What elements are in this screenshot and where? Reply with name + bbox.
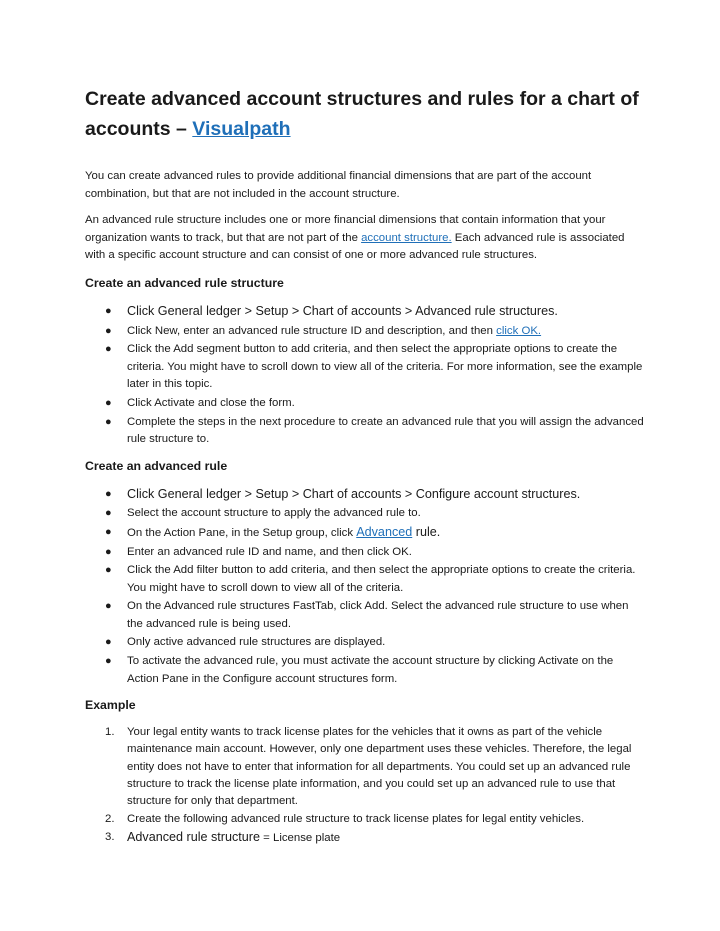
list-item: ● Select the account structure to apply the advanced rule to. (85, 505, 645, 523)
bullet-icon: ● (105, 600, 112, 613)
section-heading-advanced-rule: Create an advanced rule (85, 458, 228, 473)
list-item: ● Click the Add filter button to add criteria, and then select the appropriate options to create the criteria. You might have to scroll down to view all of the criteria. (105, 564, 636, 594)
list-number: 2. (105, 813, 115, 826)
bullet-icon: ● (105, 343, 112, 356)
bullet-icon: ● (105, 525, 112, 538)
list-number: 1. (105, 726, 115, 739)
bullet-icon: ● (105, 545, 112, 558)
advanced-rule-structure-steps (85, 303, 645, 449)
bullet-icon: ● (105, 304, 112, 317)
list-item: ● Click New, enter an advanced rule structure ID and description, and then click OK. (85, 323, 645, 341)
section-heading-advanced-rule-structure: Create an advanced rule structure (85, 275, 284, 290)
account-structure-link[interactable]: account structure. (361, 231, 452, 244)
example-steps (85, 724, 645, 847)
intro-paragraph-1: You can create advanced rules to provide additional financial dimensions that are part of the account combination, but that are not included in the account structure. (85, 170, 592, 200)
bullet-icon: ● (105, 396, 112, 409)
list-item: ● Only active advanced rule structures are displayed. (85, 634, 645, 652)
bullet-icon: ● (105, 507, 112, 520)
bullet-icon: ● (105, 636, 112, 649)
intro-paragraph-2: An advanced rule structure includes one or more financial dimensions that contain information that your organization wants to track, but that are not part of the account structure. Each advanced rule is associated with a specific account structure and can consist of one or more advanced rule structures. (85, 214, 625, 262)
list-item: 2. Create the following advanced rule structure to track license plates for legal entity vehicles. (85, 811, 645, 828)
advanced-rule-steps (85, 486, 645, 689)
click-ok-link[interactable]: click OK. (496, 324, 542, 337)
list-item: 3. Advanced rule structure = License plate (85, 829, 645, 847)
document-page (85, 84, 645, 849)
list-item: ● On the Advanced rule structures FastTab, click Add. Select the advanced rule structure to use when the advanced rule is being used. (105, 600, 629, 630)
page-title: Create advanced account structures and rules for a chart of accounts – Visualpath (85, 88, 639, 140)
list-item: ● On the Action Pane, in the Setup group, click Advanced rule. (85, 524, 645, 543)
bullet-icon: ● (105, 564, 112, 577)
list-item: ● Click Activate and close the form. (85, 395, 645, 413)
list-item: ● Click General ledger > Setup > Chart of accounts > Configure account structures. (85, 486, 645, 505)
list-item: ● To activate the advanced rule, you must activate the account structure by clicking Activate on the Action Pane in the Configure account structures form. (105, 655, 614, 685)
list-item: ● Complete the steps in the next procedure to create an advanced rule that you will assign the advanced rule structure to. (105, 415, 644, 446)
visualpath-link[interactable]: Visualpath (192, 118, 291, 140)
bullet-icon: ● (105, 655, 112, 668)
list-item: 1. Your legal entity wants to track license plates for the vehicles that it owns as part of the vehicle maintenance main account. However, only one department uses these vehicles. Therefore, the legal entity does not have to enter that information for all departments. You could set up an advanced rule structure to track the license plate information, and you could set up an advanced rule to use that structure for only that department. (105, 726, 632, 808)
bullet-icon: ● (105, 415, 112, 428)
list-number: 3. (105, 831, 115, 844)
section-heading-example: Example (85, 698, 136, 713)
advanced-link[interactable]: Advanced (356, 524, 413, 539)
bullet-icon: ● (105, 324, 112, 337)
list-item: ● Click General ledger > Setup > Chart of accounts > Advanced rule structures. (85, 303, 645, 322)
list-item: ● Click the Add segment button to add criteria, and then select the appropriate options to create the criteria. You might have to scroll down to view all of the criteria. For more information, see the example later in this topic. (105, 343, 643, 391)
bullet-icon: ● (105, 487, 112, 500)
list-item: ● Enter an advanced rule ID and name, and then click OK. (85, 544, 645, 562)
